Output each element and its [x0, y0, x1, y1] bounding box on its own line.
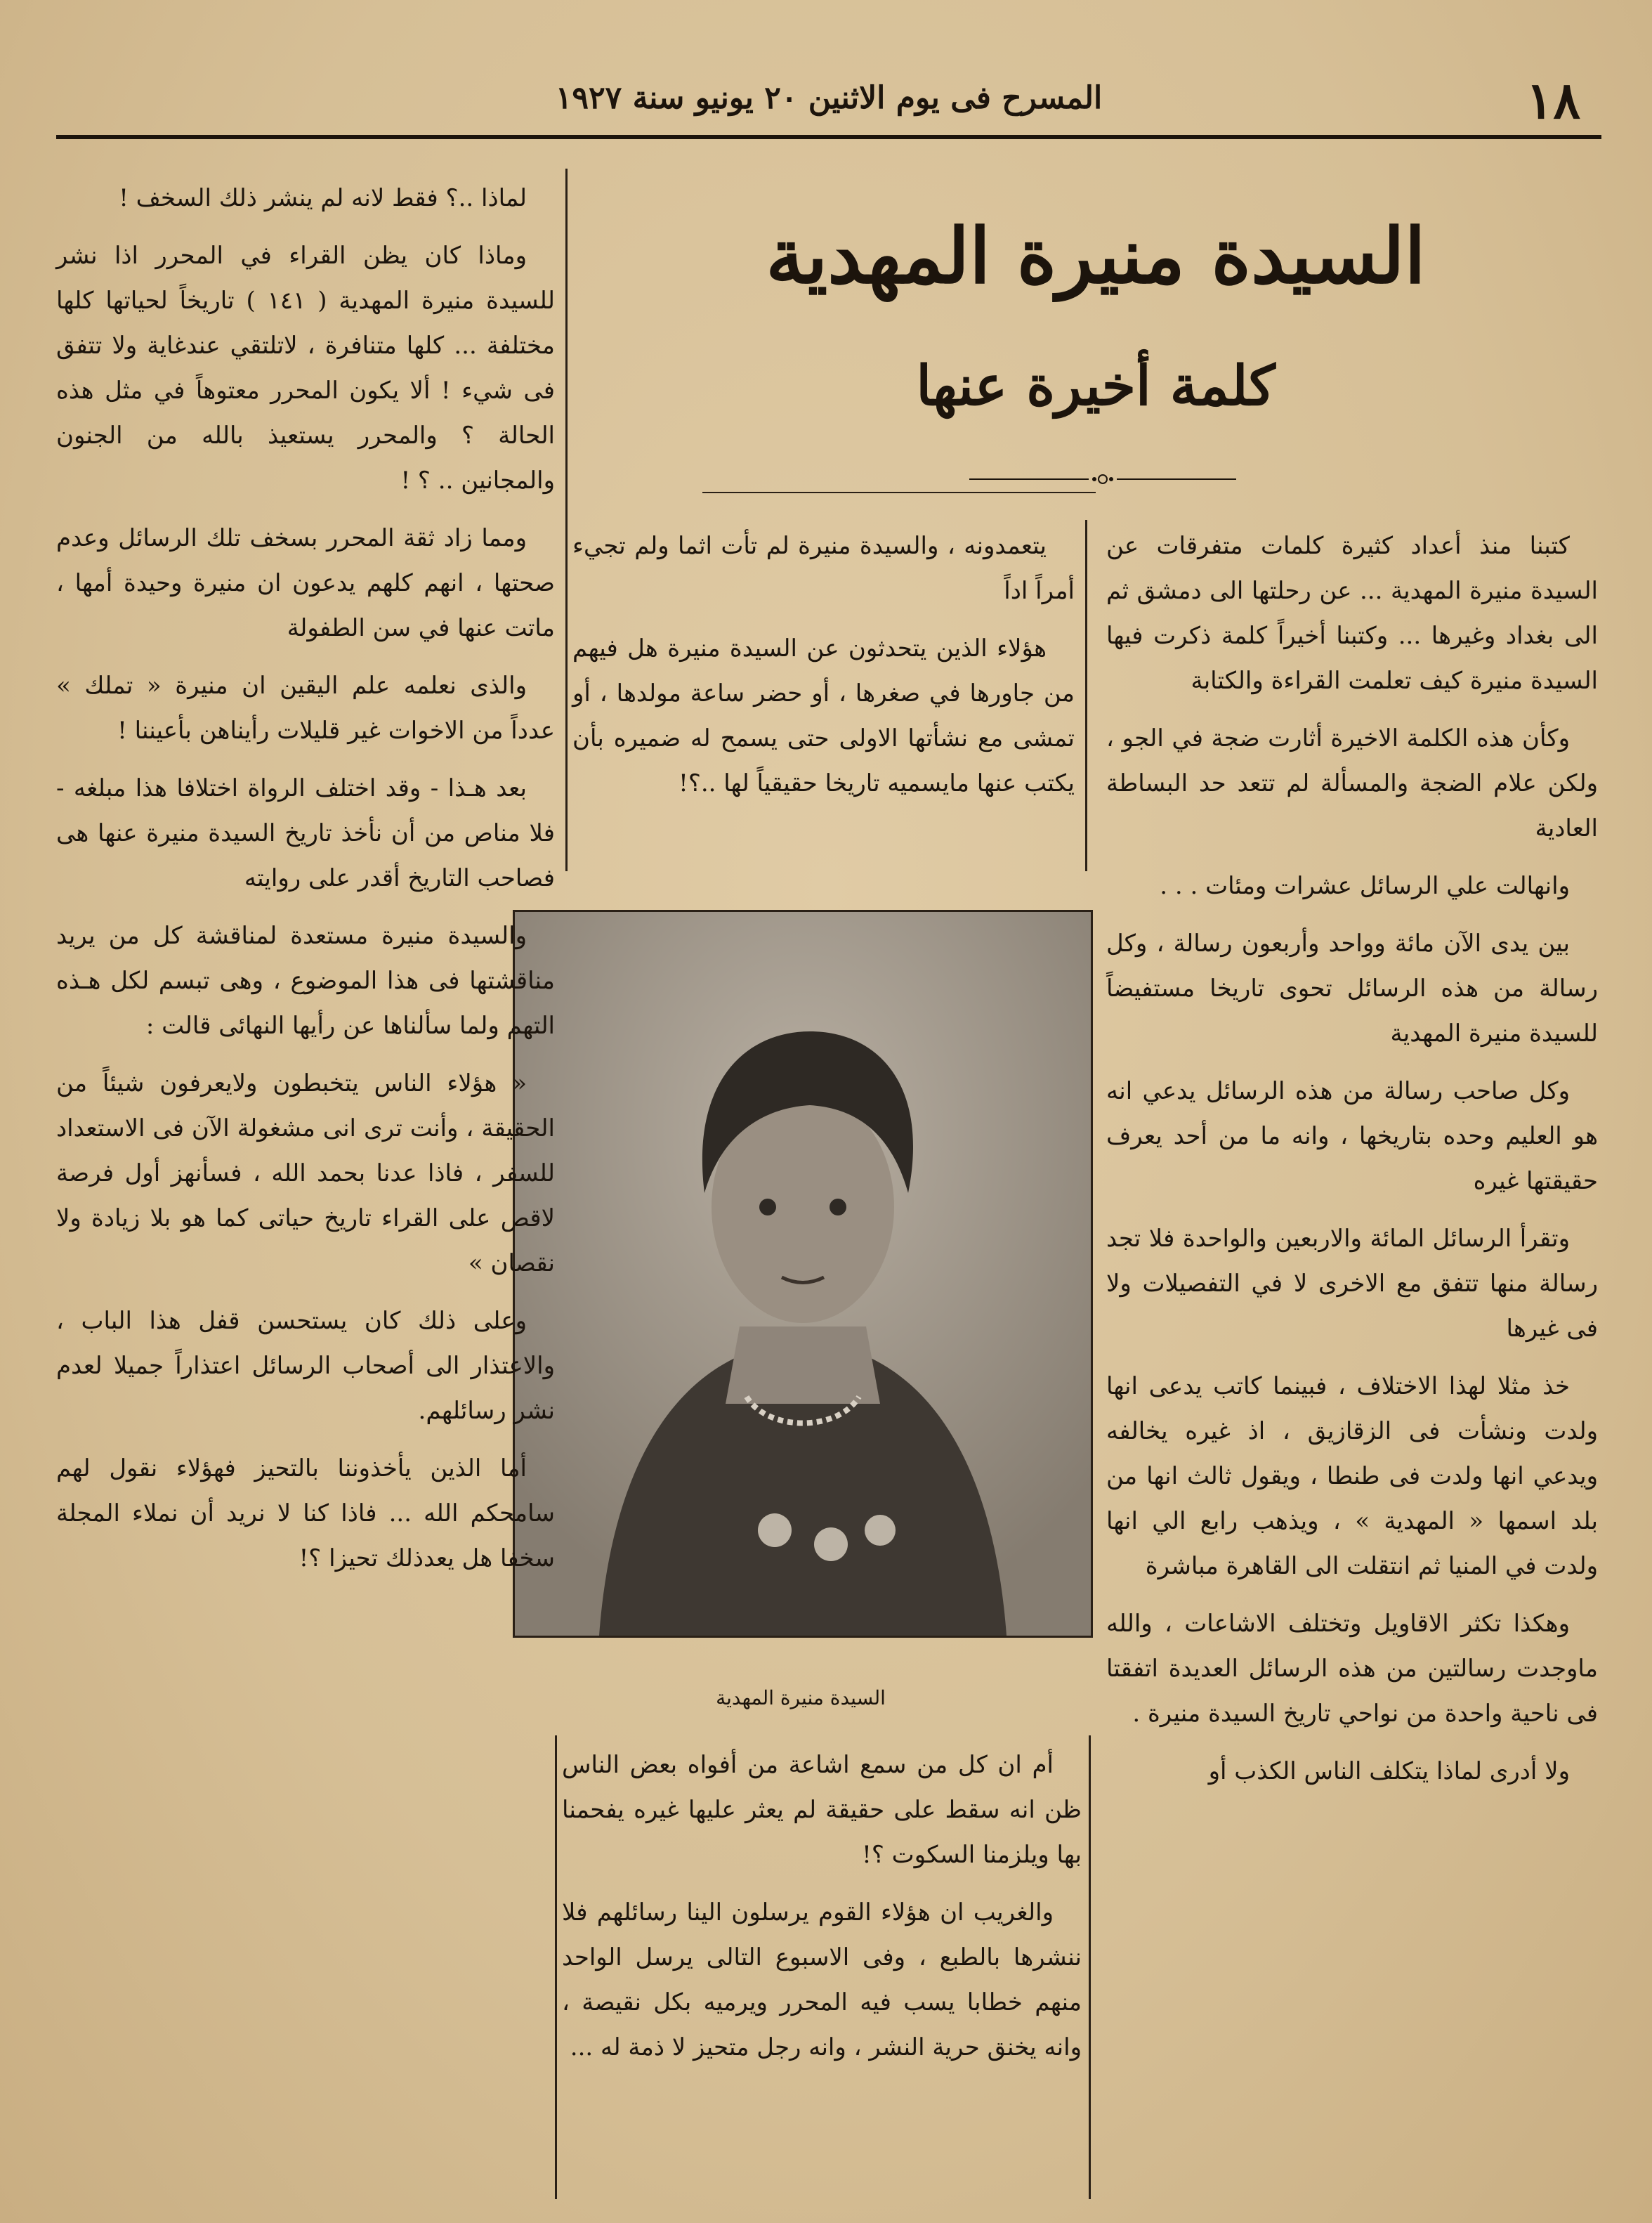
paragraph: والسيدة منيرة مستعدة لمناقشة كل من يريد مناقشتها فى هذا الموضوع ، وهى تبسم لكل هـذه التهم ولما سألناها عن رأيها النهائى قالت :	[56, 922, 555, 1040]
column-middle-top	[572, 523, 1075, 889]
paragraph: وكل صاحب رسالة من هذه الرسائل يدعي انه هو العليم وحده بتاريخها ، وانه ما من أحد يعرف حقيقتها غيره	[1106, 1077, 1598, 1195]
column-middle-bottom	[562, 1742, 1082, 2206]
paragraph: أم ان كل من سمع اشاعة من أفواه بعض الناس ظن انه سقط على حقيقة لم يعثر عليها غيره يفحمنا بها ويلزمنا السكوت ؟!	[562, 1751, 1082, 1869]
column-rule	[565, 169, 568, 871]
article-title: السيدة منيرة المهدية	[766, 212, 1426, 301]
paragraph: كتبنا منذ أعداد كثيرة كلمات متفرقات عن السيدة منيرة المهدية ... عن رحلتها الى دمشق ثم الى بغداد وغيرها ... وكتبنا أخيراً كلمة ذكرت فيها السيدة منيرة كيف تعلمت القراءة والكتابة	[1106, 532, 1598, 695]
paragraph: وكأن هذه الكلمة الاخيرة أثارت ضجة في الجو ، ولكن علام الضجة والمسألة لم تتعد حد البساطة العادية	[1106, 724, 1598, 842]
paragraph: خذ مثلا لهذا الاختلاف ، فبينما كاتب يدعى انها ولدت ونشأت فى الزقازيق ، اذ غيره يخالفه ويدعي انها ولدت فى طنطا ، ويقول ثالث انها من بلد اسمها « المهدية » ، ويذهب رابع الي انها ولدت في المنيا ثم انتقلت الى القاهرة مباشرة	[1106, 1372, 1598, 1580]
paragraph: وهكذا تكثر الاقاويل وتختلف الاشاعات ، والله ماوجدت رسالتين من هذه الرسائل العديدة اتفقتا فى ناحية واحدة من نواحي تاريخ السيدة منيرة .	[1106, 1610, 1598, 1728]
column-right	[1106, 523, 1598, 2210]
paragraph: وتقرأ الرسائل المائة والاربعين والواحدة فلا تجد رسالة منها تتفق مع الاخرى لا في التفصيلات ولا فى غيرها	[1106, 1225, 1598, 1343]
paragraph: والذى نعلمه علم اليقين ان منيرة « تملك » عدداً من الاخوات غير قليلات رأيناهن بأعيننا !	[56, 672, 555, 745]
paragraph: بين يدى الآن مائة وواحد وأربعون رسالة ، وكل رسالة من هذه الرسائل تحوى تاريخا مستفيضاً للسيدة منيرة المهدية	[1106, 930, 1598, 1048]
paragraph: وعلى ذلك كان يستحسن قفل هذا الباب ، والاعتذار الى أصحاب الرسائل اعتذاراً جميلا لعدم نشر رسائلهم.	[56, 1307, 555, 1425]
masthead-date: المسرح فى يوم الاثنين ٢٠ يونيو سنة ١٩٢٧	[555, 80, 1103, 116]
photo-caption: السيدة منيرة المهدية	[716, 1686, 886, 1709]
column-left	[56, 176, 555, 2199]
header-rule	[56, 135, 1601, 139]
paragraph: لماذا ..؟ فقط لانه لم ينشر ذلك السخف !	[119, 184, 527, 212]
paragraph: « هؤلاء الناس يتخبطون ولايعرفون شيئاً من الحقيقة ، وأنت ترى انى مشغولة الآن فى الاستعداد للسفر ، فاذا عدنا بحمد الله ، فسأنهز أول فرصة لاقص على القراء تاريخ حياتى كما هو بلا زيادة ولا نقصان »	[56, 1069, 555, 1277]
portrait-image	[515, 912, 1091, 1636]
column-rule	[702, 492, 1096, 493]
paragraph: هؤلاء الذين يتحدثون عن السيدة منيرة هل فيهم من جاورها في صغرها ، أو حضر ساعة مولدها ، أو تمشى مع نشأتها الاولى حتى يسمح له ضميره بأن يكتب عنها مايسميه تاريخا حقيقياً لها ..؟!	[572, 634, 1075, 797]
column-rule	[1089, 1735, 1091, 2199]
paragraph: وماذا كان يظن القراء في المحرر اذا نشر للسيدة منيرة المهدية ( ١٤١ ) تاريخاً لحياتها كلها مختلفة ... كلها متنافرة ، لاتلتقي عندغاية ولا تتفق فى شيء ! ألا يكون المحرر معتوهاً في مثل هذه الحالة ؟ والمحرر يستعيذ بالله من الجنون والمجانين .. ؟ !	[56, 242, 556, 495]
page-header	[56, 70, 1601, 133]
column-rule	[1085, 520, 1087, 871]
paragraph: ومما زاد ثقة المحرر بسخف تلك الرسائل وعدم صحتها ، انهم كلهم يدعون ان منيرة وحيدة أمها ، ماتت عنها في سن الطفولة	[56, 524, 555, 642]
paragraph: ولا أدرى لماذا يتكلف الناس الكذب أو	[1208, 1757, 1570, 1785]
ornament-divider	[969, 472, 1236, 486]
portrait-photo	[513, 910, 1093, 1638]
paragraph: يتعمدونه ، والسيدة منيرة لم تأت اثما ولم تجيء أمراً اداً	[572, 532, 1075, 605]
paragraph: بعد هـذا - وقد اختلف الرواة اختلافا هذا مبلغه - فلا مناص من أن نأخذ تاريخ السيدة منيرة عنها هى فصاحب التاريخ أقدر على روايته	[56, 774, 555, 892]
paragraph: والغريب ان هؤلاء القوم يرسلون الينا رسائلهم فلا ننشرها بالطبع ، وفى الاسبوع التالى يرسل الواحد منهم خطابا يسب فيه المحرر ويرميه بكل نقيصة ، وانه يخنق حرية النشر ، وانه رجل متحيز لا ذمة له ...	[562, 1898, 1082, 2061]
column-rule	[555, 1735, 557, 2199]
paragraph: أما الذين يأخذوننا بالتحيز فهؤلاء نقول لهم سامحكم الله ... فاذا كنا لا نريد أن نملاء المجلة سخفا هل يعدذلك تحيزا ؟!	[56, 1454, 555, 1572]
page-number: ١٨	[1526, 70, 1580, 130]
paragraph: وانهالت علي الرسائل عشرات ومئات . . .	[1160, 872, 1570, 900]
article-subtitle: كلمة أخيرة عنها	[916, 354, 1276, 418]
